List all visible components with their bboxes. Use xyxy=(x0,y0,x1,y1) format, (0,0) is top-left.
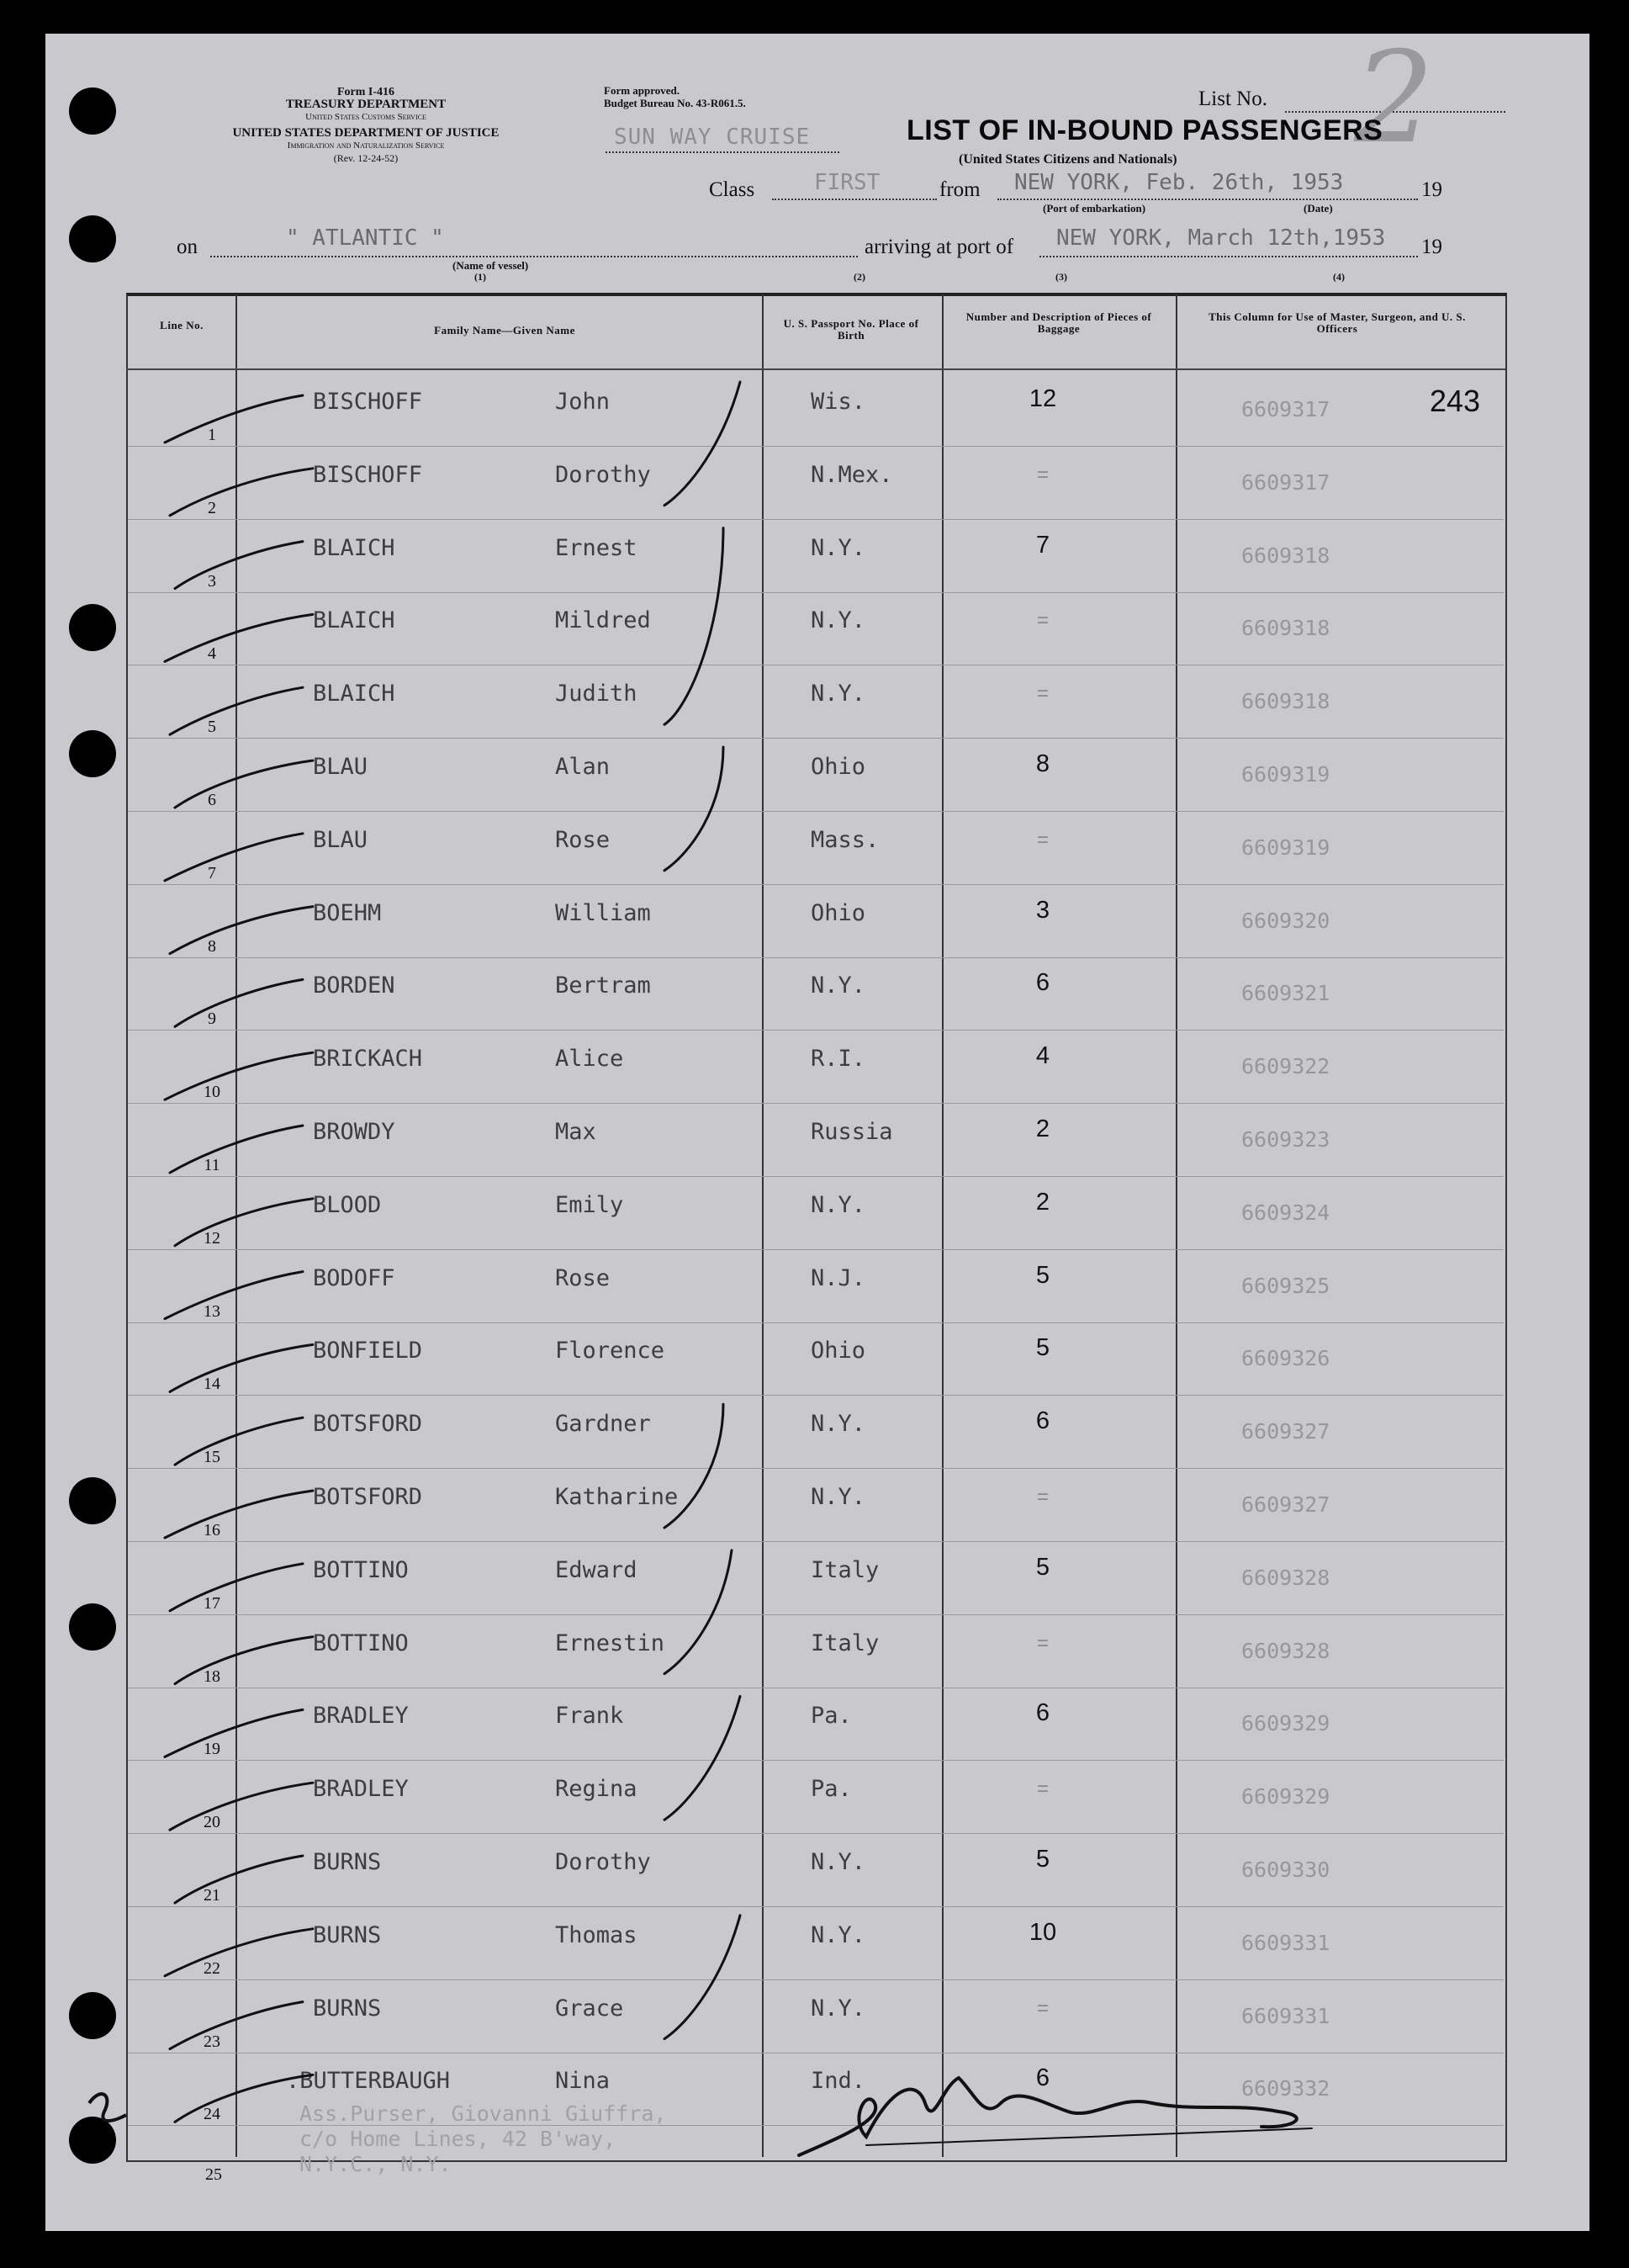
family-name: BLAICH xyxy=(313,607,395,634)
family-name: BURNS xyxy=(313,1921,382,1948)
baggage-ditto: = xyxy=(1036,828,1049,851)
place-of-birth: Ohio xyxy=(811,754,866,780)
line-number: 11 xyxy=(204,1156,220,1174)
page-title: LIST OF IN-BOUND PASSENGERS xyxy=(907,114,1383,146)
family-name: BURNS xyxy=(313,1849,382,1875)
check-mark xyxy=(170,1783,313,1830)
baggage-count: 7 xyxy=(1035,531,1050,559)
given-name: Emily xyxy=(555,1191,624,1218)
officer-ref: 6609319 xyxy=(1241,835,1330,860)
place-of-birth: N.Y. xyxy=(811,1191,866,1218)
place-of-birth: N.Y. xyxy=(811,681,866,707)
place-of-birth: Italy xyxy=(811,1629,880,1656)
vessel-caption: (Name of vessel) xyxy=(452,259,529,272)
given-name: Ernest xyxy=(555,534,637,561)
check-mark xyxy=(175,1418,303,1465)
purser-note-line: N.Y.C., N.Y. xyxy=(299,2152,452,2176)
baggage-count: 3 xyxy=(1035,896,1050,924)
baggage-ditto: = xyxy=(1036,609,1049,633)
line-number: 24 xyxy=(204,2105,220,2124)
col-number-1: (1) xyxy=(474,271,486,283)
place-of-birth: Ohio xyxy=(811,899,866,926)
check-mark xyxy=(165,1272,303,1319)
given-name: Florence xyxy=(555,1338,665,1365)
line-number: 9 xyxy=(208,1009,216,1029)
class-value: FIRST xyxy=(814,170,881,195)
baggage-count: 6 xyxy=(1035,969,1050,997)
given-name: Frank xyxy=(555,1703,624,1730)
slash-mark xyxy=(664,747,723,871)
baggage-ditto: = xyxy=(1036,463,1049,486)
place-of-birth: Pa. xyxy=(811,1776,852,1803)
line-number: 12 xyxy=(204,1228,220,1248)
officer-ref: 6609330 xyxy=(1241,1857,1330,1882)
check-mark xyxy=(175,542,303,589)
family-name: BRADLEY xyxy=(313,1776,409,1803)
place-of-birth: Ohio xyxy=(811,1338,866,1365)
given-name: Katharine xyxy=(555,1484,679,1510)
check-mark xyxy=(170,469,313,516)
check-mark xyxy=(175,1856,303,1903)
arriving-label: arriving at port of xyxy=(865,236,1014,258)
line-number: 20 xyxy=(204,1813,220,1832)
officer-ref: 6609317 xyxy=(1241,469,1330,495)
given-name: Alan xyxy=(555,754,611,780)
officer-ref: 6609324 xyxy=(1241,1200,1330,1225)
slash-mark xyxy=(664,1550,732,1674)
officer-ref: 6609325 xyxy=(1241,1273,1330,1298)
place-of-birth: N.Mex. xyxy=(811,461,893,488)
form-approved: Form approved. xyxy=(604,84,680,97)
officer-ref: 6609329 xyxy=(1241,1784,1330,1810)
baggage-count: 12 xyxy=(1029,385,1057,412)
baggage-ditto: = xyxy=(1036,1778,1049,1801)
col-header-passport: U. S. Passport No. Place of Birth xyxy=(783,317,919,342)
check-mark xyxy=(175,979,303,1026)
officer-ref: 6609322 xyxy=(1241,1054,1330,1079)
officer-ref: 6609321 xyxy=(1241,981,1330,1006)
officer-ref: 6609327 xyxy=(1241,1492,1330,1517)
given-name: Dorothy xyxy=(555,1849,651,1875)
revision: (Rev. 12-24-52) xyxy=(333,152,399,164)
line-number: 7 xyxy=(208,863,216,882)
given-name: Regina xyxy=(555,1776,637,1803)
line-number: 14 xyxy=(204,1375,220,1394)
officer-ref: 6609317 xyxy=(1241,397,1330,421)
line-number: 1 xyxy=(208,426,216,444)
officer-ref: 6609318 xyxy=(1241,616,1330,641)
given-name: Rose xyxy=(555,1264,611,1291)
officer-ref: 6609319 xyxy=(1241,762,1330,787)
family-name: BOTTINO xyxy=(313,1556,409,1583)
family-name: .BUTTERBAUGH xyxy=(286,2068,451,2095)
place-of-birth: Mass. xyxy=(811,826,880,853)
line-number: 22 xyxy=(204,1958,220,1978)
baggage-count: 2 xyxy=(1035,1188,1050,1216)
baggage-ditto: = xyxy=(1036,1631,1049,1655)
slash-mark xyxy=(664,382,740,506)
officer-ref: 6609331 xyxy=(1241,1930,1330,1955)
baggage-count: 5 xyxy=(1035,1261,1050,1289)
col-number-2: (2) xyxy=(854,271,865,283)
place-of-birth: Italy xyxy=(811,1556,880,1583)
baggage-count: 5 xyxy=(1035,1846,1050,1873)
page-subtitle: (United States Citizens and Nationals) xyxy=(959,152,1177,167)
from-value: NEW YORK, Feb. 26th, 1953 xyxy=(1014,170,1344,195)
officer-ref: 6609331 xyxy=(1241,2003,1330,2028)
given-name: Alice xyxy=(555,1046,624,1073)
family-name: BLAICH xyxy=(313,681,395,707)
col-header-line-no: Line No. xyxy=(160,319,204,331)
arriving-value: NEW YORK, March 12th,1953 xyxy=(1056,225,1386,251)
family-name: BOTSFORD xyxy=(313,1411,423,1438)
line-number: 13 xyxy=(204,1301,220,1321)
baggage-count: 6 xyxy=(1035,1407,1050,1435)
family-name: BLAU xyxy=(313,754,368,780)
baggage-ditto: = xyxy=(1036,1996,1049,2020)
baggage-count: 2 xyxy=(1035,1115,1050,1142)
place-of-birth: Pa. xyxy=(811,1703,852,1730)
baggage-count: 4 xyxy=(1035,1042,1050,1070)
check-mark xyxy=(170,1126,303,1173)
col-number-3: (3) xyxy=(1055,271,1067,283)
check-mark xyxy=(170,907,313,954)
col-header-officers: This Column for Use of Master, Surgeon, and U. S. Officers xyxy=(1209,310,1466,335)
line-number: 21 xyxy=(204,1886,220,1905)
officer-ref: 6609328 xyxy=(1241,1565,1330,1590)
given-name: William xyxy=(555,899,651,926)
family-name: BOEHM xyxy=(313,899,382,926)
officer-ref: 6609332 xyxy=(1241,2076,1330,2101)
given-name: Max xyxy=(555,1119,596,1145)
line-number: 2 xyxy=(208,498,216,517)
check-mark xyxy=(170,2002,303,2049)
check-marks xyxy=(165,382,740,2122)
place-of-birth: R.I. xyxy=(811,1046,866,1073)
officer-ref: 6609318 xyxy=(1241,543,1330,568)
family-name: BRICKACH xyxy=(313,1046,423,1073)
col-number-4: (4) xyxy=(1333,271,1345,283)
family-name: BROWDY xyxy=(313,1119,395,1145)
budget-number: Budget Bureau No. 43-R061.5. xyxy=(604,97,746,109)
line-number: 15 xyxy=(204,1448,220,1467)
list-no-label: List No. xyxy=(1198,87,1267,110)
line-number: 4 xyxy=(208,644,216,664)
place-of-birth: N.Y. xyxy=(811,534,866,561)
col-header-name: Family Name—Given Name xyxy=(434,324,575,336)
baggage-count: 5 xyxy=(1035,1334,1050,1362)
check-mark xyxy=(175,760,313,808)
officer-ref: 6609328 xyxy=(1241,1638,1330,1663)
family-name: BURNS xyxy=(313,1995,382,2022)
margin-mark xyxy=(89,2094,126,2121)
officer-ref: 6609323 xyxy=(1241,1127,1330,1152)
treasury-dept: TREASURY DEPARTMENT xyxy=(285,98,447,111)
family-name: BLAU xyxy=(313,826,368,853)
line-number: 16 xyxy=(204,1521,220,1539)
officer-ref: 6609329 xyxy=(1241,1711,1330,1736)
check-mark xyxy=(165,1052,313,1100)
given-name: Edward xyxy=(555,1556,637,1583)
given-name: Rose xyxy=(555,826,611,853)
given-name: Thomas xyxy=(555,1921,637,1948)
family-name: BLOOD xyxy=(313,1191,382,1218)
family-name: BODOFF xyxy=(313,1264,395,1291)
baggage-count: 8 xyxy=(1035,750,1050,777)
check-mark xyxy=(175,1199,313,1246)
place-of-birth: N.Y. xyxy=(811,972,866,999)
given-name: Nina xyxy=(555,2068,611,2095)
slash-mark xyxy=(664,1916,740,2039)
class-label: Class xyxy=(709,178,755,201)
port-caption: (Port of embarkation) xyxy=(1043,202,1146,215)
customs-service: United States Customs Service xyxy=(305,112,426,122)
place-of-birth: Ind. xyxy=(811,2068,866,2095)
date-caption: (Date) xyxy=(1304,202,1333,215)
place-of-birth: N.Y. xyxy=(811,1411,866,1438)
place-of-birth: N.Y. xyxy=(811,607,866,634)
baggage-count: 10 xyxy=(1029,1918,1057,1946)
on-label: on xyxy=(177,236,198,258)
justice-dept: UNITED STATES DEPARTMENT OF JUSTICE xyxy=(232,126,500,140)
page-ref-number: 243 xyxy=(1430,384,1481,418)
baggage-count: 5 xyxy=(1035,1553,1050,1581)
given-name: Dorothy xyxy=(555,461,651,488)
family-name: BISCHOFF xyxy=(313,461,423,488)
family-name: BLAICH xyxy=(313,534,395,561)
baggage-count: 6 xyxy=(1035,2064,1050,2092)
line-number: 18 xyxy=(204,1667,220,1686)
officer-ref: 6609320 xyxy=(1241,908,1330,933)
form-number: Form I-416 xyxy=(336,86,395,98)
from-label: from xyxy=(939,178,981,201)
check-mark xyxy=(165,614,313,661)
given-name: Judith xyxy=(555,681,637,707)
given-name: Grace xyxy=(555,1995,624,2022)
check-mark xyxy=(170,1564,303,1611)
baggage-ditto: = xyxy=(1036,1486,1049,1508)
place-of-birth: N.Y. xyxy=(811,1849,866,1875)
place-of-birth: N.Y. xyxy=(811,1921,866,1948)
officer-ref: 6609326 xyxy=(1241,1346,1330,1371)
check-mark xyxy=(165,1709,303,1757)
officer-ref: 6609327 xyxy=(1241,1419,1330,1444)
place-of-birth: N.Y. xyxy=(811,1995,866,2022)
place-of-birth: Russia xyxy=(811,1119,893,1145)
line-number: 23 xyxy=(204,2032,220,2051)
purser-signature xyxy=(799,2078,1312,2155)
given-name: John xyxy=(555,389,611,415)
family-name: BORDEN xyxy=(313,972,395,999)
slash-mark xyxy=(664,528,723,725)
family-name: BONFIELD xyxy=(313,1338,423,1365)
family-name: BOTTINO xyxy=(313,1629,409,1656)
line-number: 8 xyxy=(208,936,216,956)
line-number: 5 xyxy=(208,718,216,737)
given-name: Mildred xyxy=(555,607,651,634)
line-number: 17 xyxy=(204,1593,220,1613)
given-name: Bertram xyxy=(555,972,651,999)
place-of-birth: N.J. xyxy=(811,1264,866,1291)
baggage-ditto: = xyxy=(1036,682,1049,706)
line-number: 10 xyxy=(204,1083,220,1102)
year-label-2: 19 xyxy=(1421,236,1442,258)
line-number: 6 xyxy=(208,791,216,809)
given-name: Gardner xyxy=(555,1411,651,1438)
place-of-birth: N.Y. xyxy=(811,1484,866,1510)
line-number: 19 xyxy=(204,1740,220,1759)
vessel-value: " ATLANTIC " xyxy=(286,225,444,251)
slash-mark xyxy=(664,1696,740,1820)
cruise-name: SUN WAY CRUISE xyxy=(614,125,811,150)
officer-ref: 6609318 xyxy=(1241,689,1330,714)
check-mark xyxy=(175,1637,313,1684)
baggage-count: 6 xyxy=(1035,1699,1050,1727)
line-number: 25 xyxy=(205,2165,222,2184)
ins-service: Immigration and Naturalization Service xyxy=(287,140,445,151)
col-header-baggage: Number and Description of Pieces of Baggage xyxy=(965,310,1152,335)
given-name: Ernestin xyxy=(555,1629,665,1656)
purser-note-line: c/o Home Lines, 42 B'way, xyxy=(299,2127,616,2151)
family-name: BISCHOFF xyxy=(313,389,423,415)
slash-mark xyxy=(664,1404,723,1528)
list-no-value: 2 xyxy=(1354,25,1435,172)
check-mark xyxy=(165,834,303,881)
check-mark xyxy=(175,2075,313,2122)
check-mark xyxy=(165,1491,313,1538)
check-mark xyxy=(170,1344,313,1391)
check-mark xyxy=(165,395,303,442)
place-of-birth: Wis. xyxy=(811,389,866,415)
check-mark xyxy=(165,1929,313,1976)
purser-note-line: Ass.Purser, Giovanni Giuffra, xyxy=(299,2101,667,2126)
check-mark xyxy=(170,687,303,734)
family-name: BRADLEY xyxy=(313,1703,409,1730)
year-label-1: 19 xyxy=(1421,178,1442,201)
line-number: 3 xyxy=(208,571,216,591)
family-name: BOTSFORD xyxy=(313,1484,423,1510)
